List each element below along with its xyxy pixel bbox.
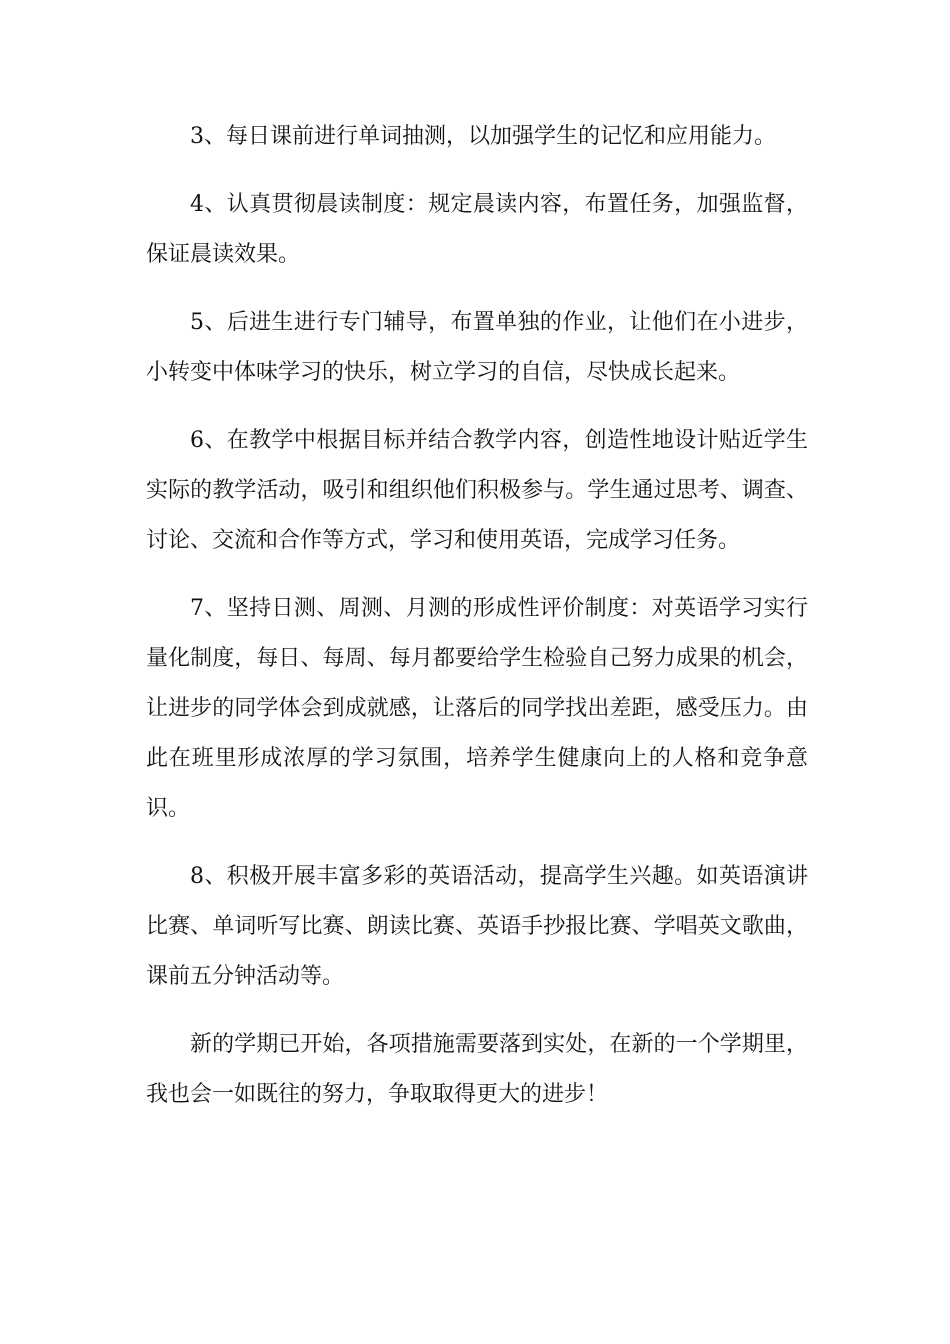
- paragraph-conclusion: 新的学期已开始，各项措施需要落到实处，在新的一个学期里，我也会一如既往的努力，争取取得更大的进步！: [146, 1032, 808, 1107]
- paragraph-item-3: 3、每日课前进行单词抽测，以加强学生的记忆和应用能力。: [190, 124, 776, 149]
- paragraph-item-6: 6、在教学中根据目标并结合教学内容，创造性地设计贴近学生实际的教学活动，吸引和组织他们积极参与。学生通过思考、调查、讨论、交流和合作等方式，学习和使用英语，完成学习任务。: [146, 428, 808, 553]
- paragraph-item-7: 7、坚持日测、周测、月测的形成性评价制度：对英语学习实行量化制度，每日、每周、每月都要给学生检验自己努力成果的机会，让进步的同学体会到成就感，让落后的同学找出差距，感受压力。由此在班里形成浓厚的学习氛围，培养学生健康向上的人格和竞争意识。: [146, 596, 808, 821]
- paragraph-item-5: 5、后进生进行专门辅导，布置单独的作业，让他们在小进步，小转变中体味学习的快乐，树立学习的自信，尽快成长起来。: [146, 310, 808, 385]
- document-body: [146, 112, 808, 1138]
- paragraph-item-8: 8、积极开展丰富多彩的英语活动，提高学生兴趣。如英语演讲比赛、单词听写比赛、朗读比赛、英语手抄报比赛、学唱英文歌曲，课前五分钟活动等。: [146, 864, 808, 989]
- paragraph-item-4: 4、认真贯彻晨读制度：规定晨读内容，布置任务，加强监督，保证晨读效果。: [146, 192, 808, 267]
